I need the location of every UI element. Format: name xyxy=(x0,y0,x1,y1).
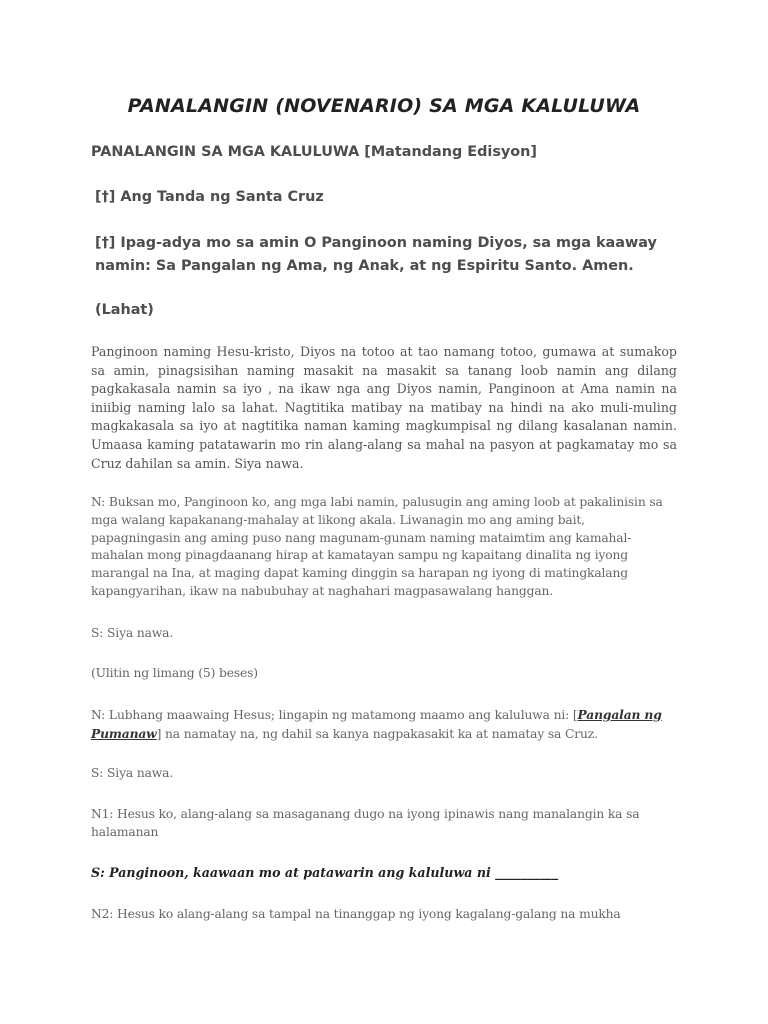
sign-of-cross-line: [†] Ang Tanda ng Santa Cruz xyxy=(95,189,324,205)
subtitle: PANALANGIN SA MGA KALULUWA [Matandang Edisyon] xyxy=(91,144,537,160)
n2-hesus-line: N2: Hesus ko alang-alang sa tampal na tinanggap ng iyong kagalang-galang na mukha xyxy=(91,907,621,921)
n-lubhang-text-post: ] na namatay na, ng dahil sa kanya nagpakasakit ka at namatay sa Cruz. xyxy=(156,726,598,741)
main-prayer-paragraph: Panginoon naming Hesu-kristo, Diyos na totoo at tao namang totoo, gumawa at sumakop sa amin, pinagsisihan naming masakit na masakit sa tanang loob namin ang dilang pagkakasala namin sa iyo , na ikaw nga ang Diyos namin, Panginoon at Ama namin na iniibig naming lalo sa lahat. Nagtitika matibay na matibay na hindi na ako muli-muling magkakasala sa iyo at nagtitika naman kaming magkumpisal ng dilang kasalanan namin. Umaasa kaming patatawarin mo rin alang-alang sa mahal na pasyon at pagkamatay mo sa Cruz dahilan sa amin. Siya nawa. xyxy=(91,344,677,471)
deceased-name-placeholder: Pangalan ng Pumanaw xyxy=(91,707,662,741)
n1-hesus-line: N1: Hesus ko, alang-alang sa masaganang dugo na iyong ipinawis nang manalangin ka sa halamanan xyxy=(91,807,640,839)
repeat-instruction: (Ulitin ng limang (5) beses) xyxy=(91,666,258,680)
ipag-adya-prayer: [†] Ipag-adya mo sa amin O Panginoon naming Diyos, sa mga kaaway namin: Sa Pangalan ng Ama, ng Anak, at ng Espiritu Santo. Amen. xyxy=(95,235,657,274)
page-title: PANALANGIN (NOVENARIO) SA MGA KALULUWA xyxy=(127,95,641,117)
n-lubhang-paragraph xyxy=(91,706,671,744)
n-buksan-paragraph: N: Buksan mo, Panginoon ko, ang mga labi namin, palusugin ang aming loob at pakalinisin sa mga walang kapakanang-mahalay at likong akala. Liwanagin mo ang aming bait, papagningasin ang aming puso nang magunam-gunam naming mataimtim ang kamahal-mahalan mong pinagdaanang hirap at kamatayan sampu ng kapaitang dinalita ng iyong marangal na Ina, at maging dapat kaming dinggin sa harapan ng iyong di matingkalang kapangyarihan, ikaw na nabubuhay at naghahari magpasawalang hanggan. xyxy=(91,495,663,598)
lahat-label: (Lahat) xyxy=(95,302,154,318)
response-siya-nawa-2: S: Siya nawa. xyxy=(91,766,174,780)
response-siya-nawa-1: S: Siya nawa. xyxy=(91,626,174,640)
n-lubhang-text-pre: N: Lubhang maawaing Hesus; lingapin ng matamong maamo ang kaluluwa ni: [ xyxy=(91,708,578,722)
response-panginoon: S: Panginoon, kaawaan mo at patawarin ang kaluluwa ni __________ xyxy=(91,865,559,880)
